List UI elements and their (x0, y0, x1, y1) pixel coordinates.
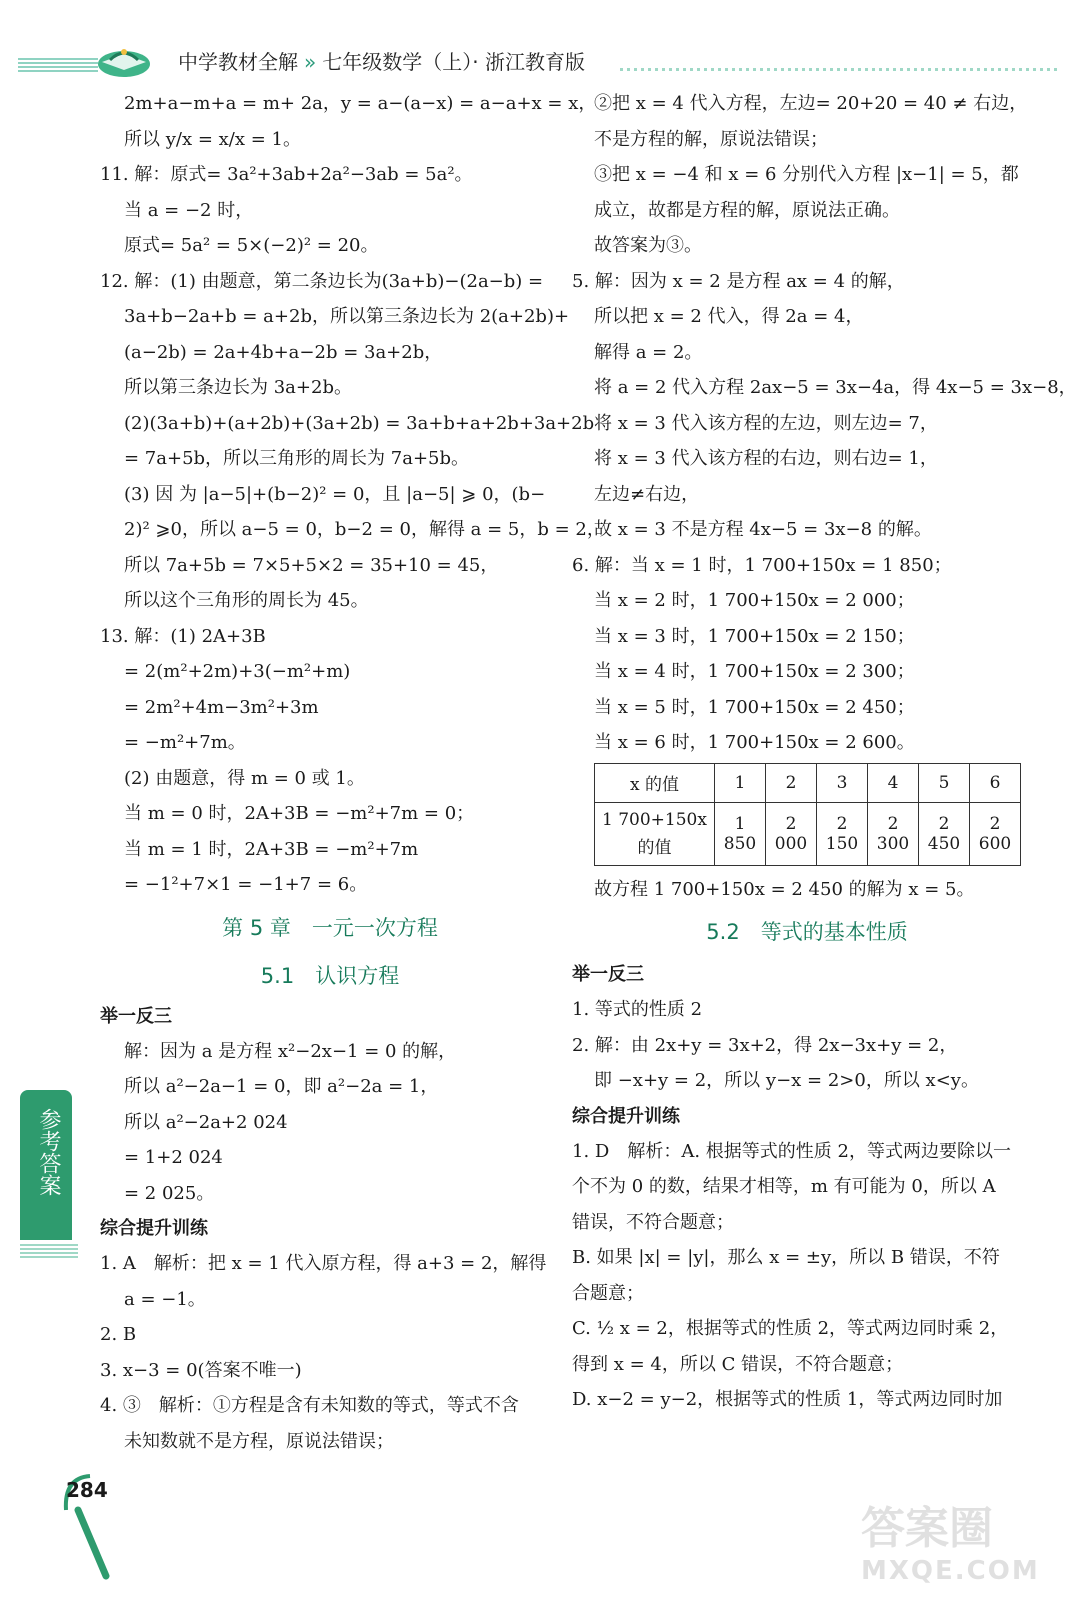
table-row (595, 802, 1021, 865)
answer-line: 即 −x+y = 2，所以 y−x = 2>0，所以 x<y。 (594, 1070, 979, 1091)
answer-line: 1. D 解析：A. 根据等式的性质 2，等式两边要除以一 (572, 1140, 1011, 1162)
answer-line: 将 a = 2 代入方程 2ax−5 = 3x−4a，得 4x−5 = 3x−8， (594, 377, 1077, 398)
answer-line: 所以 y/x = x/x = 1。 (124, 128, 301, 150)
table-cell: 3 (817, 763, 868, 802)
side-stripes (20, 1244, 78, 1258)
answer-line: 3. x−3 = 0(答案不唯一) (100, 1359, 302, 1381)
answer-line: 解：因为 a 是方程 x²−2x−1 = 0 的解， (124, 1040, 457, 1062)
answer-line: 2m+a−m+a = m+ 2a，y = a−(a−x) = a−a+x = x， (124, 93, 597, 114)
answer-line: 2. 解：由 2x+y = 3x+2，得 2x−3x+y = 2， (572, 1034, 958, 1056)
answer-line: 当 x = 4 时，1 700+150x = 2 300； (594, 661, 915, 682)
answer-line: 所以 7a+5b = 7×5+5×2 = 35+10 = 45， (124, 554, 499, 576)
answer-line: = −1²+7×1 = −1+7 = 6。 (124, 874, 368, 895)
answer-line: C. ½ x = 2，根据等式的性质 2，等式两边同时乘 2， (572, 1318, 1009, 1339)
header-stripes (18, 58, 98, 72)
left-column (100, 86, 605, 1459)
answer-line: 当 m = 0 时，2A+3B = −m²+7m = 0； (124, 803, 475, 824)
table-cell: x 的值 (595, 763, 715, 802)
subsection-heading: 综合提升训练 (572, 1105, 680, 1127)
answer-line: 得到 x = 4，所以 C 错误，不符合题意； (572, 1353, 904, 1375)
table-cell: 1 850 (715, 802, 766, 865)
answer-line: = 2(m²+2m)+3(−m²+m) (124, 661, 351, 682)
subsection-heading: 举一反三 (572, 964, 644, 985)
answer-line: 故 x = 3 不是方程 4x−5 = 3x−8 的解。 (594, 519, 932, 540)
table-cell: 2 150 (817, 802, 868, 865)
table-cell: 2 000 (766, 802, 817, 865)
answer-line: 6. 解：当 x = 1 时，1 700+150x = 1 850； (572, 554, 952, 576)
answer-line: B. 如果 |x| = |y|，那么 x = ±y，所以 B 错误，不符 (572, 1247, 1000, 1268)
answer-line: 11. 解：原式= 3a²+3ab+2a²−3ab = 5a²。 (100, 164, 473, 185)
section-title-5-2: 5.2 等式的基本性质 (706, 920, 908, 944)
table-cell: 2 300 (868, 802, 919, 865)
answer-line: ③把 x = −4 和 x = 6 分别代入方程 |x−1| = 5，都 (594, 164, 1019, 185)
table-cell: 2 600 (970, 802, 1021, 865)
answer-line: 当 m = 1 时，2A+3B = −m²+7m (124, 838, 419, 860)
answer-line: = 2 025。 (124, 1182, 215, 1204)
answer-line: ②把 x = 4 代入方程，左边= 20+20 = 40 ≠ 右边， (594, 93, 1028, 114)
header-separator: » (304, 50, 317, 74)
answer-line: 解得 a = 2。 (594, 341, 703, 363)
answer-line: 故答案为③。 (594, 235, 702, 256)
answer-line: 5. 解：因为 x = 2 是方程 ax = 4 的解， (572, 270, 905, 292)
answer-line: 所以第三条边长为 3a+2b。 (124, 377, 352, 398)
watermark (861, 1492, 1061, 1586)
answer-line: 当 x = 5 时，1 700+150x = 2 450； (594, 696, 915, 718)
watermark-top: 答案圈 (861, 1503, 993, 1554)
answer-line: = 1+2 024 (124, 1147, 223, 1168)
answer-line: 错误，不符合题意； (572, 1211, 734, 1233)
watermark-bottom: MXQE.COM (861, 1556, 1040, 1586)
side-tab-label: 参考答案 (36, 1108, 61, 1196)
answer-line: = 2m²+4m−3m²+3m (124, 696, 319, 718)
table-cell: 5 (919, 763, 970, 802)
answer-line: 未知数就不是方程，原说法错误； (124, 1430, 394, 1452)
page-header (0, 0, 1083, 82)
answer-line: 所以这个三角形的周长为 45。 (124, 590, 369, 611)
answer-line: 合题意； (572, 1282, 644, 1304)
answer-line: 所以 a²−2a−1 = 0，即 a²−2a = 1， (124, 1076, 439, 1097)
answer-line: (2) 由题意，得 m = 0 或 1。 (124, 767, 365, 789)
table-cell: 2 450 (919, 802, 970, 865)
answer-line: a = −1。 (124, 1288, 206, 1310)
header-title (178, 46, 585, 75)
table-cell: 6 (970, 763, 1021, 802)
answer-line: 2. B (100, 1324, 137, 1345)
answer-line: 12. 解：(1) 由题意，第二条边长为(3a+b)−(2a−b) = (100, 270, 544, 292)
table-cell: 1 (715, 763, 766, 802)
answer-line: 左边≠右边， (594, 483, 700, 505)
left-answers-block (100, 86, 605, 903)
page-number: 284 (66, 1478, 108, 1502)
answer-line: (a−2b) = 2a+4b+a−2b = 3a+2b， (124, 341, 443, 363)
answer-line: 不是方程的解，原说法错误； (594, 128, 828, 150)
answer-line: 将 x = 3 代入该方程的左边，则左边= 7， (594, 412, 938, 434)
answer-line: 当 x = 2 时，1 700+150x = 2 000； (594, 590, 915, 611)
table-cell: 4 (868, 763, 919, 802)
subsection-heading: 综合提升训练 (100, 1218, 208, 1239)
answer-line: (2)(3a+b)+(a+2b)+(3a+2b) = 3a+b+a+2b+3a+2b (124, 412, 595, 434)
answer-line: 1. 等式的性质 2 (572, 999, 703, 1020)
side-tab-answers (20, 1090, 72, 1240)
answer-line: 13. 解：(1) 2A+3B (100, 625, 266, 647)
answer-line: 成立，故都是方程的解，原说法正确。 (594, 199, 900, 221)
table-row (595, 763, 1021, 802)
section-title-5-1: 5.1 认识方程 (260, 963, 400, 988)
grade-edition: 七年级数学（上）· 浙江教育版 (322, 50, 585, 74)
subsection-heading: 举一反三 (100, 1005, 172, 1027)
book-logo-icon (92, 40, 156, 80)
answer-line: D. x−2 = y−2，根据等式的性质 1，等式两边同时加 (572, 1389, 1003, 1410)
answer-line: = −m²+7m。 (124, 732, 246, 753)
answer-line: 当 a = −2 时， (124, 199, 254, 221)
book-name: 中学教材全解 (178, 50, 298, 74)
right-answers-block (572, 86, 1077, 761)
right-column (572, 86, 1077, 1418)
answer-line: 原式= 5a² = 5×(−2)² = 20。 (124, 235, 379, 256)
answer-line: 个不为 0 的数，结果才相等，m 有可能为 0，所以 A (572, 1176, 996, 1197)
header-dotted-rule (620, 68, 1060, 71)
table-cell: 1 700+150x 的值 (595, 802, 715, 865)
answer-line: 4. ③ 解析：①方程是含有未知数的等式，等式不含 (100, 1395, 519, 1416)
values-table (594, 763, 1021, 866)
right-section-block (572, 957, 1042, 1418)
answer-line: (3) 因 为 |a−5|+(b−2)² = 0，且 |a−5| ⩾ 0，(b− (124, 483, 546, 505)
answer-line: 将 x = 3 代入该方程的右边，则右边= 1， (594, 448, 938, 469)
answer-line: = 7a+5b，所以三角形的周长为 7a+5b。 (124, 448, 470, 469)
table-conclusion: 故方程 1 700+150x = 2 450 的解为 x = 5。 (594, 878, 975, 900)
answer-line: 1. A 解析：把 x = 1 代入原方程，得 a+3 = 2，解得 (100, 1253, 547, 1274)
answer-line: 所以 a²−2a+2 024 (124, 1111, 288, 1133)
answer-line: 3a+b−2a+b = a+2b，所以第三条边长为 2(a+2b)+ (124, 306, 570, 327)
chapter-title: 第 5 章 一元一次方程 (222, 915, 438, 940)
answer-line: 当 x = 3 时，1 700+150x = 2 150； (594, 625, 915, 647)
answer-line: 2)² ⩾0，所以 a−5 = 0，b−2 = 0，解得 a = 5，b = 2， (124, 519, 605, 540)
table-cell: 2 (766, 763, 817, 802)
left-section-block (100, 999, 560, 1460)
answer-line: 当 x = 6 时，1 700+150x = 2 600。 (594, 732, 915, 753)
answer-line: 所以把 x = 2 代入，得 2a = 4， (594, 306, 864, 327)
